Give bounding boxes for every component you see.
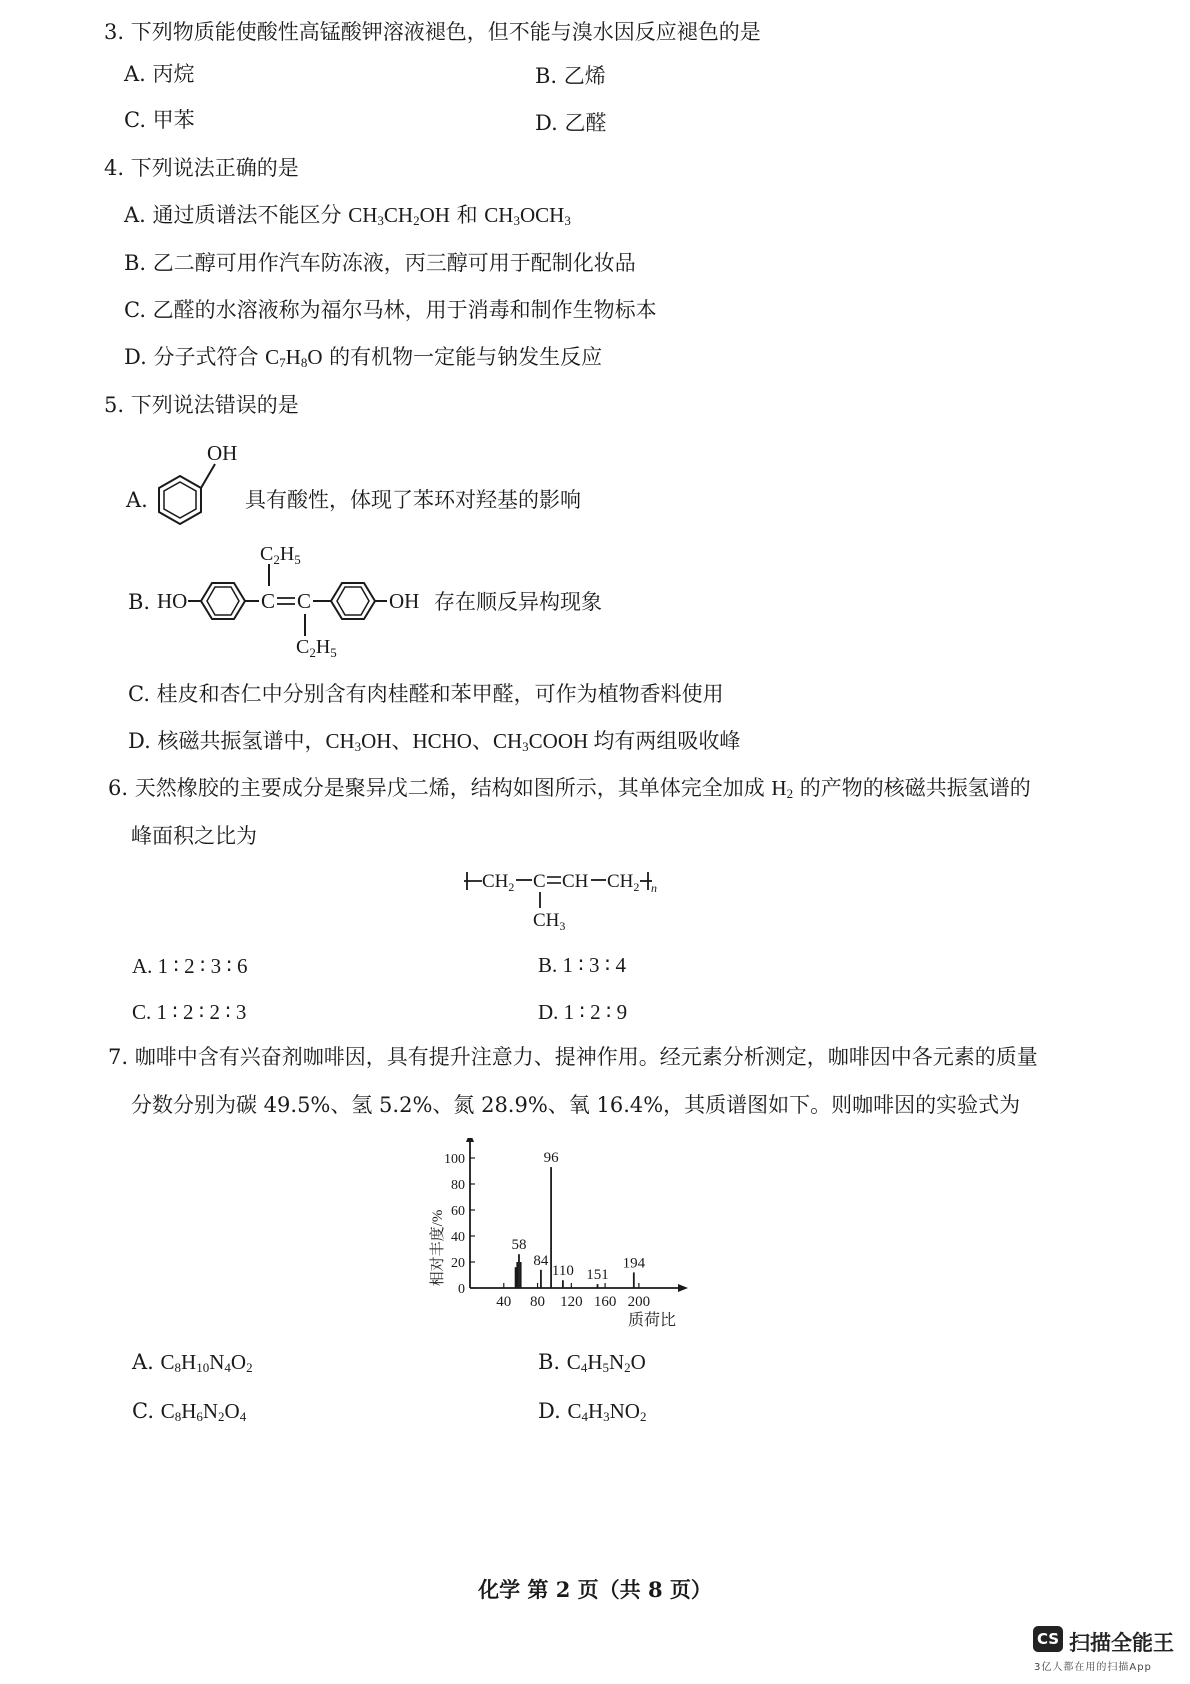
chart-x-arrow bbox=[678, 1284, 688, 1292]
chart-x-tick-label: 80 bbox=[530, 1294, 546, 1310]
q4-d-text2: 的有机物一定能与钠发生反应 bbox=[322, 345, 603, 369]
q7-d-label: D. bbox=[538, 1399, 561, 1423]
chart-y-tick-label: 20 bbox=[451, 1256, 465, 1271]
chart-x-tick-label: 200 bbox=[627, 1294, 651, 1310]
svg-text:C2H5: $C_2H_5$ bbox=[260, 543, 301, 567]
chart-x-tick-label: 40 bbox=[496, 1294, 512, 1310]
q7-stem-line2: 分数分别为碳 49.5%、氢 5.2%、氮 28.9%、氧 16.4%，其质谱图如下。则咖啡因的实验式为 bbox=[131, 1093, 1021, 1117]
mass-spectrum-chart bbox=[420, 1138, 700, 1338]
chart-peak-label: 110 bbox=[551, 1263, 574, 1280]
q6-option-a: A. 1 ∶ 2 ∶ 3 ∶ 6 bbox=[132, 954, 248, 978]
polyisoprene-structure bbox=[460, 862, 670, 934]
q7-c-label: C. bbox=[132, 1399, 154, 1423]
svg-text:HO: HO bbox=[157, 589, 188, 613]
q3-option-c: C. 甲苯 bbox=[124, 108, 195, 132]
chart-peak-label: 194 bbox=[622, 1255, 646, 1272]
q5-option-b-text: 存在顺反异构现象 bbox=[434, 590, 602, 614]
q3-stem: 3. 下列物质能使酸性高锰酸钾溶液褪色，但不能与溴水因反应褪色的是 bbox=[104, 20, 761, 44]
chart-peak-label: 84 bbox=[533, 1252, 549, 1269]
chart-peak-label: 96 bbox=[543, 1150, 559, 1167]
q4-option-b: B. 乙二醇可用作汽车防冻液，丙三醇可用于配制化妆品 bbox=[124, 251, 636, 275]
scanner-tagline: 3亿人都在用的扫描App bbox=[1034, 1662, 1152, 1673]
q5-option-b-label: B. bbox=[128, 590, 151, 614]
q5-d-text2: 均有两组吸收峰 bbox=[593, 729, 741, 753]
svg-text:CH2: $CH_2$ bbox=[482, 871, 515, 894]
q7-stem-line1: 7. 咖啡中含有兴奋剂咖啡因，具有提升注意力、提神作用。经元素分析测定，咖啡因中各元素的质量 bbox=[108, 1045, 1038, 1069]
q7-option-b: B. $C_4H_5N_2O$ bbox=[538, 1350, 646, 1375]
chart-x-tick-label: 160 bbox=[593, 1294, 617, 1310]
scanner-app-name: 扫描全能王 bbox=[1069, 1631, 1174, 1655]
q6-stem-line1: 6. 天然橡胶的主要成分是聚异戊二烯，结构如图所示，其单体完全加成 $H_2$ 的产物的核磁共振氢谱的 bbox=[108, 776, 1031, 801]
page-footer: 化学 第 2 页（共 8 页） bbox=[478, 1577, 712, 1602]
svg-text:CH3: $CH_3$ bbox=[533, 910, 566, 933]
q3-option-a: A. 丙烷 bbox=[124, 62, 195, 86]
svg-text:C2H5: $C_2H_5$ bbox=[296, 636, 337, 660]
chart-peak-label: 151 bbox=[586, 1267, 609, 1284]
chart-y-tick-label: 40 bbox=[451, 1230, 465, 1245]
chart-y-arrow bbox=[466, 1138, 474, 1142]
q4-d-text: D. 分子式符合 bbox=[124, 345, 266, 369]
scanner-logo-icon: CS bbox=[1033, 1626, 1063, 1652]
q6-option-d: D. 1 ∶ 2 ∶ 9 bbox=[538, 1000, 628, 1024]
phenol-oh: OH bbox=[207, 441, 238, 465]
chart-y-tick-label: 100 bbox=[444, 1152, 465, 1167]
chart-y-axis-label: 相对丰度/% bbox=[430, 1209, 446, 1287]
q5-option-a-text: 具有酸性，体现了苯环对羟基的影响 bbox=[245, 488, 581, 512]
q4-option-a: A. 通过质谱法不能区分 $CH_3CH_2OH$ 和 $CH_3OCH_3$ bbox=[124, 203, 571, 228]
chart-y-tick-label: 0 bbox=[458, 1282, 465, 1297]
q4-option-c: C. 乙醛的水溶液称为福尔马林，用于消毒和制作生物标本 bbox=[124, 298, 657, 322]
q6-stem-text1: 6. 天然橡胶的主要成分是聚异戊二烯，结构如图所示，其单体完全加成 bbox=[108, 776, 772, 800]
q6-option-b: B. 1 ∶ 3 ∶ 4 bbox=[538, 953, 626, 977]
q6-stem-text2: 的产物的核磁共振氢谱的 bbox=[793, 776, 1031, 800]
q4-stem: 4. 下列说法正确的是 bbox=[104, 156, 299, 180]
q3-option-b: B. 乙烯 bbox=[535, 64, 606, 88]
q5-option-a-label: A. bbox=[126, 488, 148, 512]
chart-peak-label: 58 bbox=[511, 1237, 527, 1254]
q7-b-label: B. bbox=[538, 1350, 561, 1374]
chart-y-tick-label: 60 bbox=[451, 1204, 465, 1219]
q3-option-d: D. 乙醛 bbox=[535, 111, 607, 135]
svg-text:n: n bbox=[651, 881, 657, 895]
diethylstilbestrol-structure bbox=[155, 540, 445, 660]
svg-text:C: C bbox=[297, 589, 312, 613]
q7-option-a: A. $C_8H_{10}N_4O_2$ bbox=[132, 1350, 253, 1375]
svg-text:CH2: $CH_2$ bbox=[607, 871, 640, 894]
svg-text:OH: OH bbox=[389, 589, 420, 613]
svg-text:C: C bbox=[261, 589, 276, 613]
q5-stem: 5. 下列说法错误的是 bbox=[104, 393, 299, 417]
q7-a-label: A. bbox=[132, 1350, 154, 1374]
q6-stem-line2: 峰面积之比为 bbox=[131, 824, 257, 848]
q5-option-c: C. 桂皮和杏仁中分别含有肉桂醛和苯甲醛，可作为植物香料使用 bbox=[128, 682, 724, 706]
chart-x-tick-label: 120 bbox=[560, 1294, 583, 1310]
svg-text:CH: CH bbox=[562, 871, 589, 892]
q5-d-text: D. 核磁共振氢谱中， bbox=[128, 729, 326, 753]
q4-a-text: A. 通过质谱法不能区分 bbox=[124, 203, 349, 227]
q6-option-c: C. 1 ∶ 2 ∶ 2 ∶ 3 bbox=[132, 1000, 247, 1024]
chart-x-axis-label: 质荷比 bbox=[628, 1312, 677, 1329]
q7-option-c: C. $C_8H_6N_2O_4$ bbox=[132, 1399, 247, 1424]
chart-y-tick-label: 80 bbox=[451, 1178, 465, 1193]
q4-a-and: 和 bbox=[449, 203, 485, 227]
q4-option-d: D. 分子式符合 $C_7H_8O$ 的有机物一定能与钠发生反应 bbox=[124, 345, 603, 370]
q7-option-d: D. $C_4H_3NO_2$ bbox=[538, 1399, 647, 1424]
phenol-structure bbox=[150, 436, 240, 526]
q5-option-d: D. 核磁共振氢谱中，$CH_3OH$、HCHO、$CH_3COOH$ 均有两组吸收峰 bbox=[128, 729, 741, 754]
svg-text:C: C bbox=[533, 871, 546, 892]
